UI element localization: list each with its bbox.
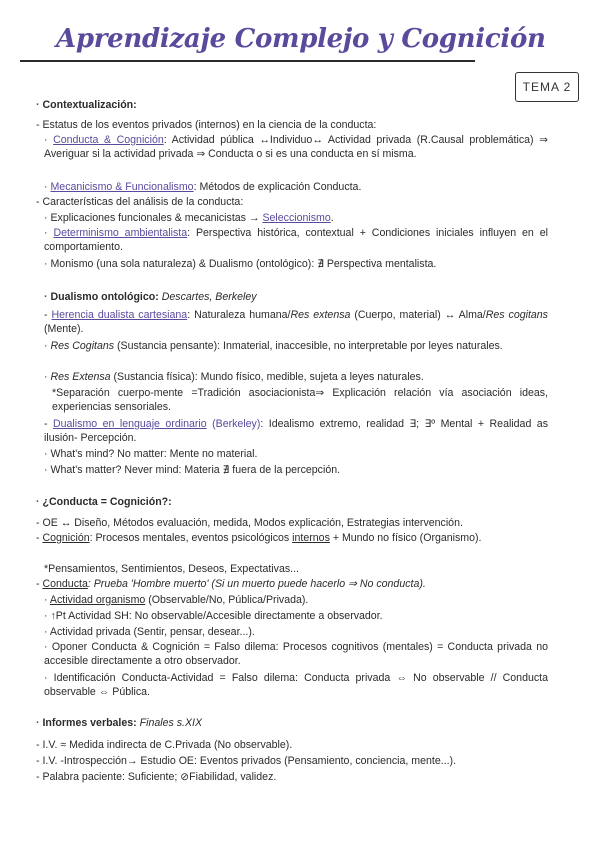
text-paragraph: · Res Cogitans (Sustancia pensante): Inmaterial, inaccesible, no interpretable por leyes naturales. bbox=[44, 340, 503, 352]
text-paragraph: *Separación cuerpo-mente =Tradición asociacionista⇒ Explicación relación vía asociación ideas, experiencias sensoriales. bbox=[52, 387, 548, 413]
text-line: *Pensamientos, Sentimientos, Deseos, Expectativas... bbox=[44, 563, 299, 575]
text-line: - OE ↔ Diseño, Métodos evaluación, medida, Modos explicación, Estrategias intervención. bbox=[36, 517, 463, 529]
text-line: - I.V. -Introspección→ Estudio OE: Eventos privados (Pensamiento, conciencia, mente...). bbox=[36, 755, 457, 767]
text-paragraph: - Herencia dualista cartesiana: Naturaleza humana/Res extensa (Cuerpo, material) ↔ Alma/Res cogitans (Mente). bbox=[44, 309, 548, 335]
title-underline bbox=[20, 60, 475, 62]
text-paragraph: - Dualismo en lenguaje ordinario (Berkeley): Idealismo extremo, realidad ∃; ∃º Mental + Realidad as ilusión- Percepción. bbox=[44, 418, 548, 444]
text-line: · What's mind? No matter: Mente no material. bbox=[44, 448, 258, 460]
text-line: · Explicaciones funcionales & mecanicistas → Seleccionismo. bbox=[44, 212, 334, 224]
text-line: - Palabra paciente: Suficiente; ⊘Fiabilidad, validez. bbox=[36, 771, 277, 783]
text-line: · What's matter? Never mind: Materia ∄ fuera de la percepción. bbox=[44, 464, 341, 476]
section-heading-informes-verbales: · Informes verbales: Finales s.XIX bbox=[36, 717, 203, 729]
text-line: · Monismo (una sola naturaleza) & Dualismo (ontológico): ∄ Perspectiva mentalista. bbox=[44, 258, 437, 270]
text-paragraph: · Identificación Conducta-Actividad = Falso dilema: Conducta privada ⇔ No observable // Conducta observable ⇔ Pública. bbox=[44, 672, 548, 698]
text-line: - Estatus de los eventos privados (internos) en la ciencia de la conducta: bbox=[36, 119, 377, 131]
text-paragraph: · Conducta & Cognición: Actividad pública ↔Individuo↔ Actividad privada (R.Causal problemática) ⇒ Averiguar si la actividad privada ⇒ Conducta o si es una conducta en sí misma. bbox=[44, 134, 548, 160]
text-paragraph: - Cognición: Procesos mentales, eventos psicológicos internos + Mundo no físico (Organismo). bbox=[36, 532, 482, 544]
text-line: · Mecanicismo & Funcionalismo: Métodos de explicación Conducta. bbox=[44, 181, 362, 193]
text-line: · Actividad organismo (Observable/No, Pública/Privada). bbox=[44, 594, 309, 606]
tema-badge: TEMA 2 bbox=[515, 72, 579, 102]
text-paragraph: · Determinismo ambientalista: Perspectiva histórica, contextual + Condiciones iniciales influyen en el comportamiento. bbox=[44, 227, 548, 253]
text-paragraph: · Oponer Conducta & Cognición = Falso dilema: Procesos cognitivos (mentales) = Conducta privada no accesible directamente a otro observador. bbox=[44, 641, 548, 667]
section-heading-dualismo: · Dualismo ontológico: Descartes, Berkeley bbox=[44, 291, 257, 303]
text-line: · Actividad privada (Sentir, pensar, desear...). bbox=[44, 626, 255, 638]
page-title: Aprendizaje Complejo y Cognición bbox=[56, 24, 546, 54]
text-line: · ↑Pt Actividad SH: No observable/Accesible directamente a observador. bbox=[44, 610, 383, 622]
text-line: · Res Extensa (Sustancia física): Mundo físico, medible, sujeta a leyes naturales. bbox=[44, 371, 424, 383]
section-heading-conducta-cognicion: · ¿Conducta = Cognición?: bbox=[36, 496, 172, 508]
text-line: - Conducta: Prueba 'Hombre muerto' (Si un muerto puede hacerlo ⇒ No conducta). bbox=[36, 578, 426, 590]
text-line: - Características del análisis de la conducta: bbox=[36, 196, 244, 208]
text-line: - I.V. ≈ Medida indirecta de C.Privada (No observable). bbox=[36, 739, 293, 751]
section-heading-contextualizacion: · Contextualización: bbox=[36, 99, 137, 111]
